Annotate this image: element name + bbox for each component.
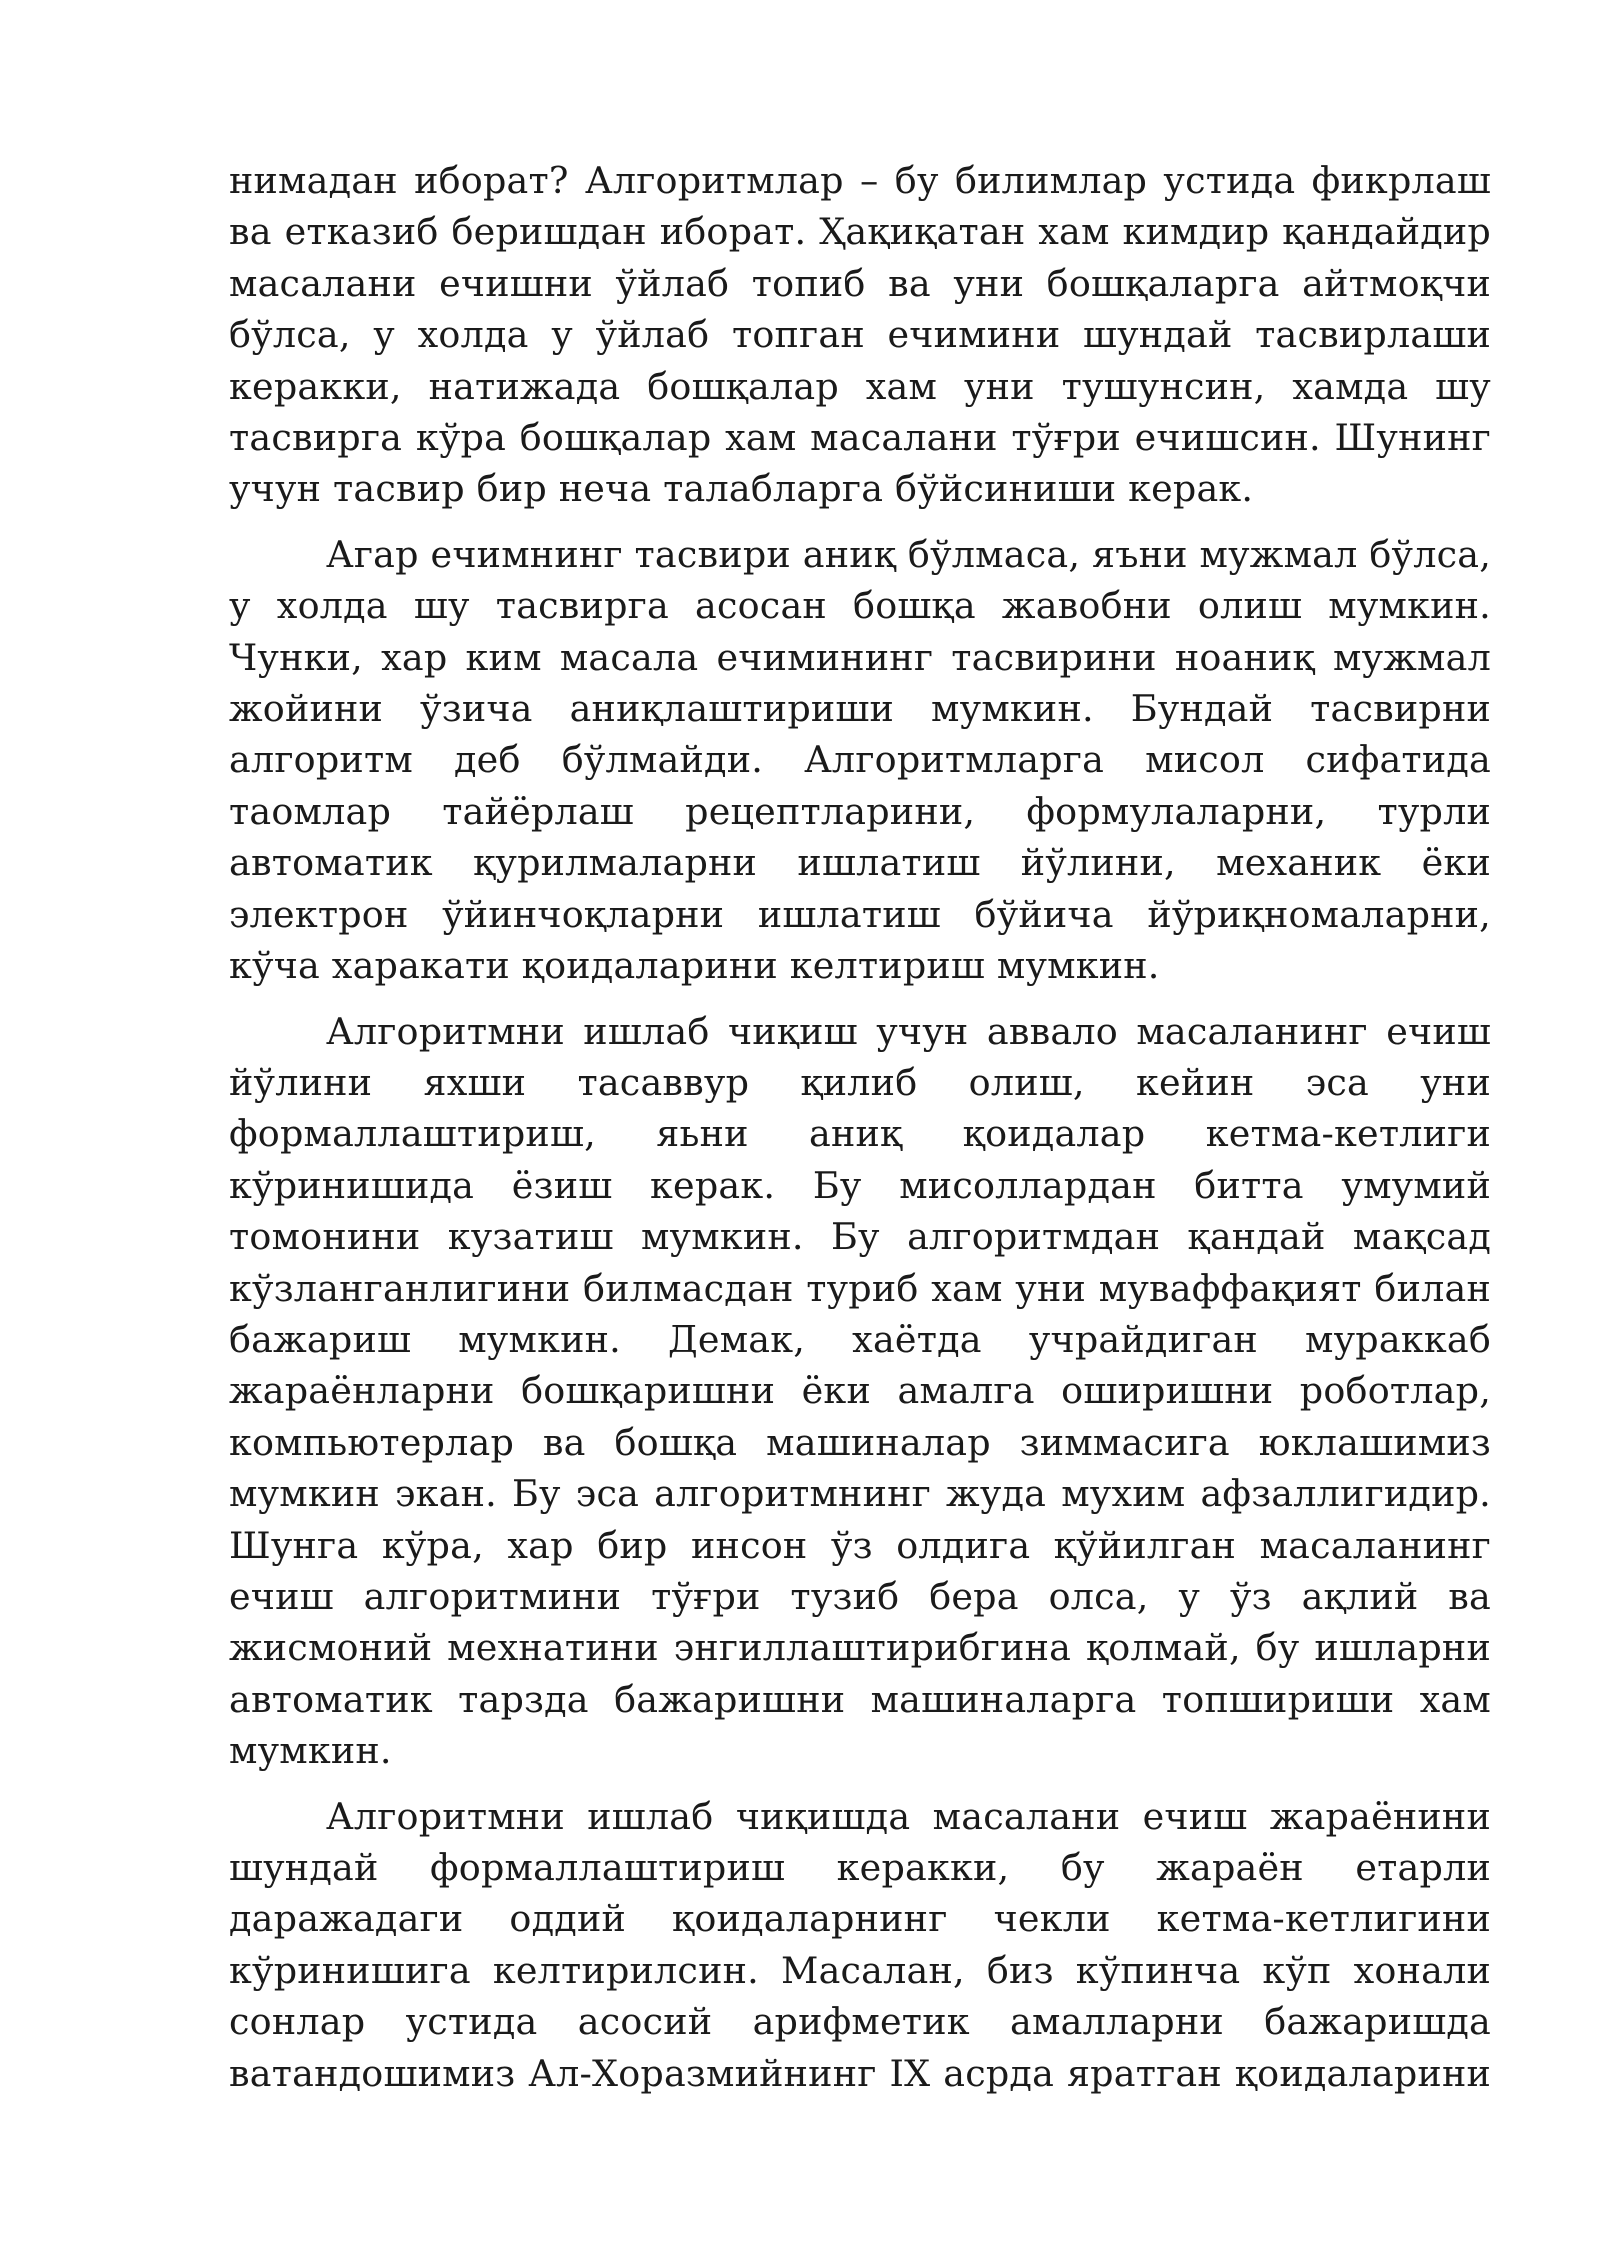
document-body [229,155,1491,2113]
paragraph-4: Алгоритмни ишлаб чиқишда масалани ечиш жараёнини шундай формаллаштириш керакки, бу жараён етарли даражадаги оддий қоидаларнинг чекли кетма-кетлигини кўринишига келтирилсин. Масалан, биз кўпинча кўп хонали сонлар устида асосий арифметик амалларни бажаришда ватандошимиз Ал-Хоразмийнинг IX асрда яратган қоидаларини [229,1794,1491,2095]
paragraph-3: Алгоритмни ишлаб чиқиш учун аввало масаланинг ечиш йўлини яхши тасаввур қилиб олиш, кейин эса уни формаллаштириш, яьни аниқ қоидалар кетма-кетлиги кўринишида ёзиш керак. Бу мисоллардан битта умумий томонини кузатиш мумкин. Бу алгоритмдан қандай мақсад кўзланганлигини билмасдан туриб хам уни муваффақият билан бажариш мумкин. Демак, хаётда учрайдиган мураккаб жараёнларни бошқаришни ёки амалга оширишни роботлар, компьютерлар ва бошқа машиналар зиммасига юклашимиз мумкин экан. Бу эса алгоритмнинг жуда мухим афзаллигидир. Шунга кўра, хар бир инсон ўз олдига қўйилган масаланинг ечиш алгоритмини тўғри тузиб бера олса, у ўз ақлий ва жисмоний мехнатини энгиллаштирибгина қолмай, бу ишларни автоматик тарзда бажаришни машиналарга топшириши хам мумкин. [229,1009,1491,1773]
paragraph-2: Агар ечимнинг тасвири аниқ бўлмаса, яъни мужмал бўлса, у холда шу тасвирга асосан бошқа жавобни олиш мумкин. Чунки, хар ким масала ечимининг тасвирини ноаниқ мужмал жойини ўзича аниқлаштириши мумкин. Бундай тасвирни алгоритм деб бўлмайди. Алгоритмларга мисол сифатида таомлар тайёрлаш рецептларини, формулаларни, турли автоматик қурилмаларни ишлатиш йўлини, механик ёки электрон ўйинчоқларни ишлатиш бўйича йўриқномаларни, кўча харакати қоидаларини келтириш мумкин. [229,532,1491,988]
paragraph-1: нимадан иборат? Алгоритмлар – бу билимлар устида фикрлаш ва етказиб беришдан иборат. Ҳақиқатан хам кимдир қандайдир масалани ечишни ўйлаб топиб ва уни бошқаларга айтмоқчи бўлса, у холда у ўйлаб топган ечимини шундай тасвирлаши керакки, натижада бошқалар хам уни тушунсин, хамда шу тасвирга кўра бошқалар хам масалани тўғри ечишсин. Шунинг учун тасвир бир неча талабларга бўйсиниши керак. [229,159,1491,511]
